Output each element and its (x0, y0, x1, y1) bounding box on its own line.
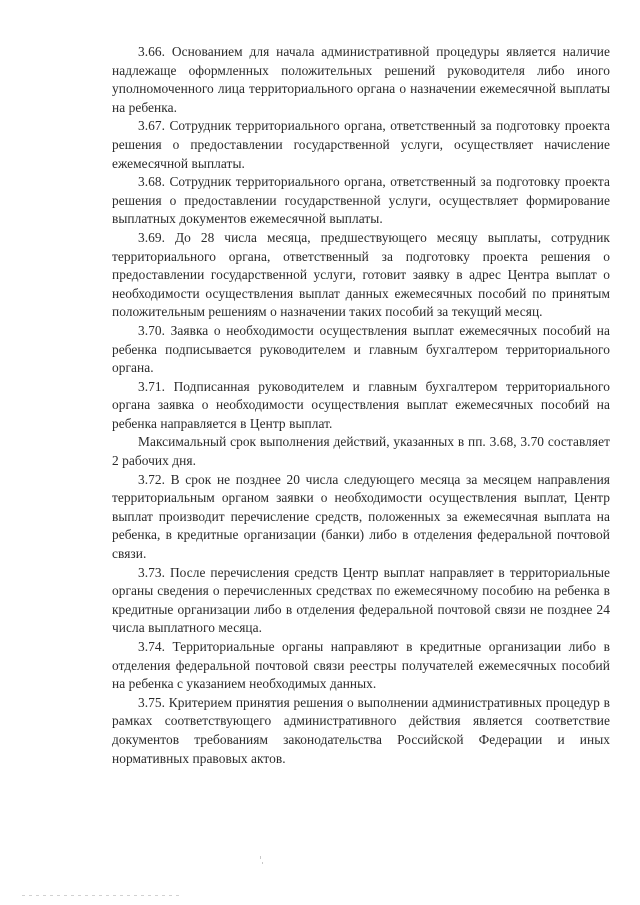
paragraph-3-74: 3.74. Территориальные органы направляют в кредитные организации либо в отделения федеральной почтовой связи реестры получателей ежемесячных пособий на ребенка с указанием необходимых данных. (112, 639, 610, 692)
scan-artifact (260, 856, 261, 859)
paragraph-3-75: 3.75. Критерием принятия решения о выполнении административных процедур в рамках соответствующего административного действия является соответствие документов требованиям законодательства Российской Федерации и иных нормативных правовых актов. (112, 694, 610, 766)
scan-edge-artifact (22, 895, 182, 896)
paragraph-max-term: Максимальный срок выполнения действий, указанных в пп. 3.68, 3.70 составляет 2 рабочих дня. (112, 434, 610, 469)
paragraph-3-72: 3.72. В срок не позднее 20 числа следующего месяца за месяцем направления территориальным органом заявки о необходимости осуществления выплат, Центр выплат производит перечисление средств, положенных за ежемесячная выплата на ребенка, в кредитные организации (банки) либо в отделения федеральной почтовой связи. (112, 471, 610, 562)
scan-artifact (262, 862, 263, 864)
paragraph-3-68: 3.68. Сотрудник территориального органа, ответственный за подготовку проекта решения о предоставлении государственной услуги, осуществляет формирование выплатных документов ежемесячной выплаты. (112, 174, 610, 227)
paragraph-3-71: 3.71. Подписанная руководителем и главным бухгалтером территориального органа заявка о необходимости осуществления выплат ежемесячных пособий на ребенка направляется в Центр выплат. (112, 378, 610, 431)
paragraph-3-66: 3.66. Основанием для начала административной процедуры является наличие надлежаще оформленных положительных решений руководителя либо иного уполномоченного лица территориального органа о назначении ежемесячной выплаты на ребенка. (112, 44, 610, 115)
paragraph-3-73: 3.73. После перечисления средств Центр выплат направляет в территориальные органы сведения о перечисленных средствах по ежемесячному пособию на ребенка в кредитные организации либо в отделения федеральной почтовой связи не позднее 24 числа выплатного месяца. (112, 564, 610, 636)
paragraph-3-67: 3.67. Сотрудник территориального органа, ответственный за подготовку проекта решения о предоставлении государственной услуги, осуществляет начисление ежемесячной выплаты. (112, 118, 610, 171)
paragraph-3-70: 3.70. Заявка о необходимости осуществления выплат ежемесячных пособий на ребенка подписывается руководителем и главным бухгалтером территориального органа. (112, 322, 610, 376)
document-body (112, 43, 610, 768)
paragraph-3-69: 3.69. До 28 числа месяца, предшествующего месяцу выплаты, сотрудник территориального органа, ответственный за подготовку проекта решения о предоставлении государственной услуги, готовит заявку в адрес Центра выплат о необходимости осуществления выплат данных ежемесячных пособий по принятым положительным решениям о назначении таких пособий за текущий месяц. (112, 229, 610, 320)
